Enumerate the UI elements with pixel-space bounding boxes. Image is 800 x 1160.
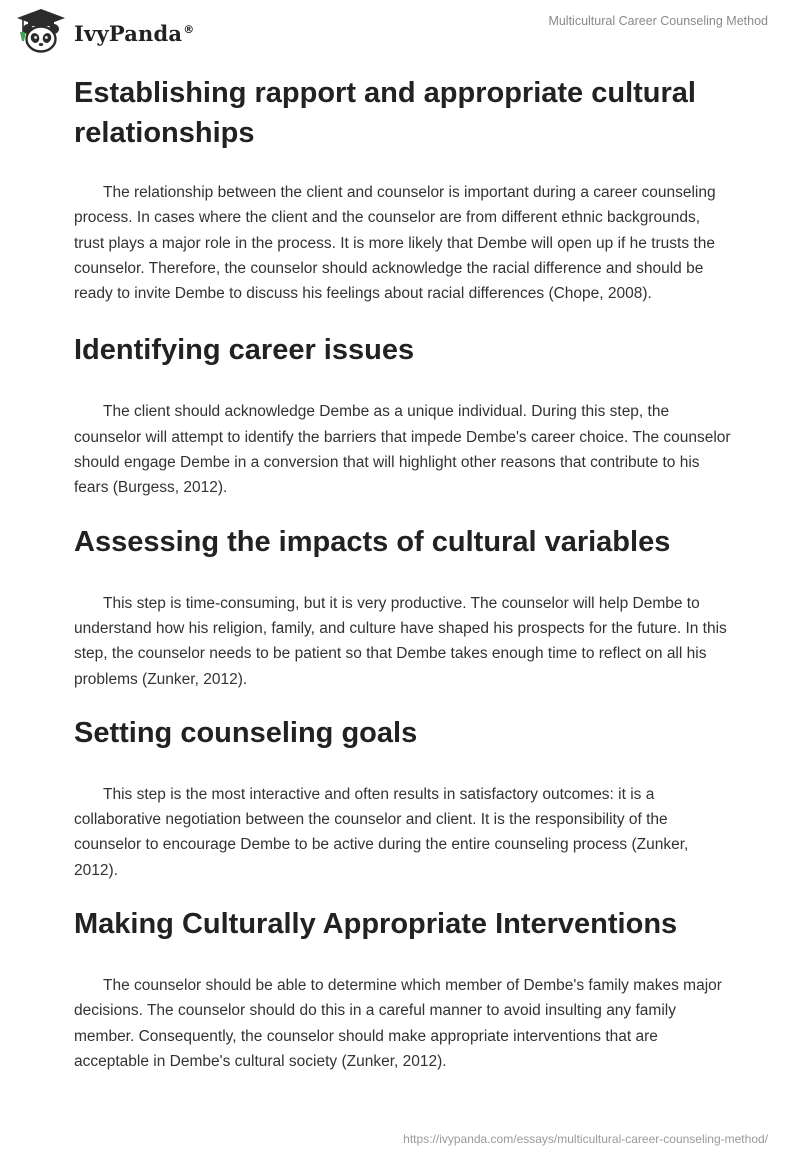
section-culturally-appropriate-interventions [74,904,734,1074]
section-heading: Making Culturally Appropriate Interventions [74,908,678,941]
section-setting-goals [74,713,734,883]
article-content [74,70,734,1074]
logo-wordmark: IvyPanda® [74,20,195,46]
section-establishing-rapport [74,73,734,306]
section-heading: Assessing the impacts of cultural variables [74,525,671,558]
ivypanda-logo[interactable] [14,8,194,54]
section-paragraph: The client should acknowledge Dembe as a unique individual. During this step, the counselor will attempt to identify the barriers that impede Dembe's career choice. The counselor should engage Dembe in a conversion that will highlight other reasons that contribute to his fears (Burgess, 2012). [74,403,731,497]
page-header [0,0,800,70]
section-assessing-cultural-variables [74,522,734,692]
section-paragraph: The relationship between the client and counselor is important during a career counseling process. In cases where the client and the counselor are from different ethnic backgrounds, trust plays a major role in the process. It is more likely that Dembe will open up if he trusts the counselor. Therefore, the counselor should acknowledge the racial difference and should be ready to invite Dembe to discuss his feelings about racial differences (Chope, 2008). [74,184,716,303]
section-identifying-career-issues [74,330,734,500]
section-paragraph: The counselor should be able to determine which member of Dembe's family makes major decisions. The counselor should do this in a careful manner to avoid insulting any family member. Consequently, the counselor should make appropriate interventions that are acceptable in Dembe's cultural society (Zunker, 2012). [74,977,722,1070]
section-paragraph: This step is time-consuming, but it is very productive. The counselor will help Dembe to understand how his religion, family, and culture have shaped his prospects for the future. In this step, the counselor needs to be patient so that Dembe takes enough time to reflect on all his problems (Zunker, 2012). [74,594,727,688]
section-paragraph: This step is the most interactive and often results in satisfactory outcomes: it is a collaborative negotiation between the counselor and client. It is the responsibility of the counselor to encourage Dembe to be active during the entire counseling process (Zunker, 2012). [74,785,689,879]
document-title: Multicultural Career Counseling Method [548,14,768,28]
section-heading: Identifying career issues [74,334,415,367]
section-heading: Establishing rapport and appropriate cultural relationships [74,77,696,149]
source-url[interactable]: https://ivypanda.com/essays/multicultural-career-counseling-method/ [403,1132,768,1146]
section-heading: Setting counseling goals [74,716,418,749]
panda-graduation-cap-icon [14,8,68,54]
